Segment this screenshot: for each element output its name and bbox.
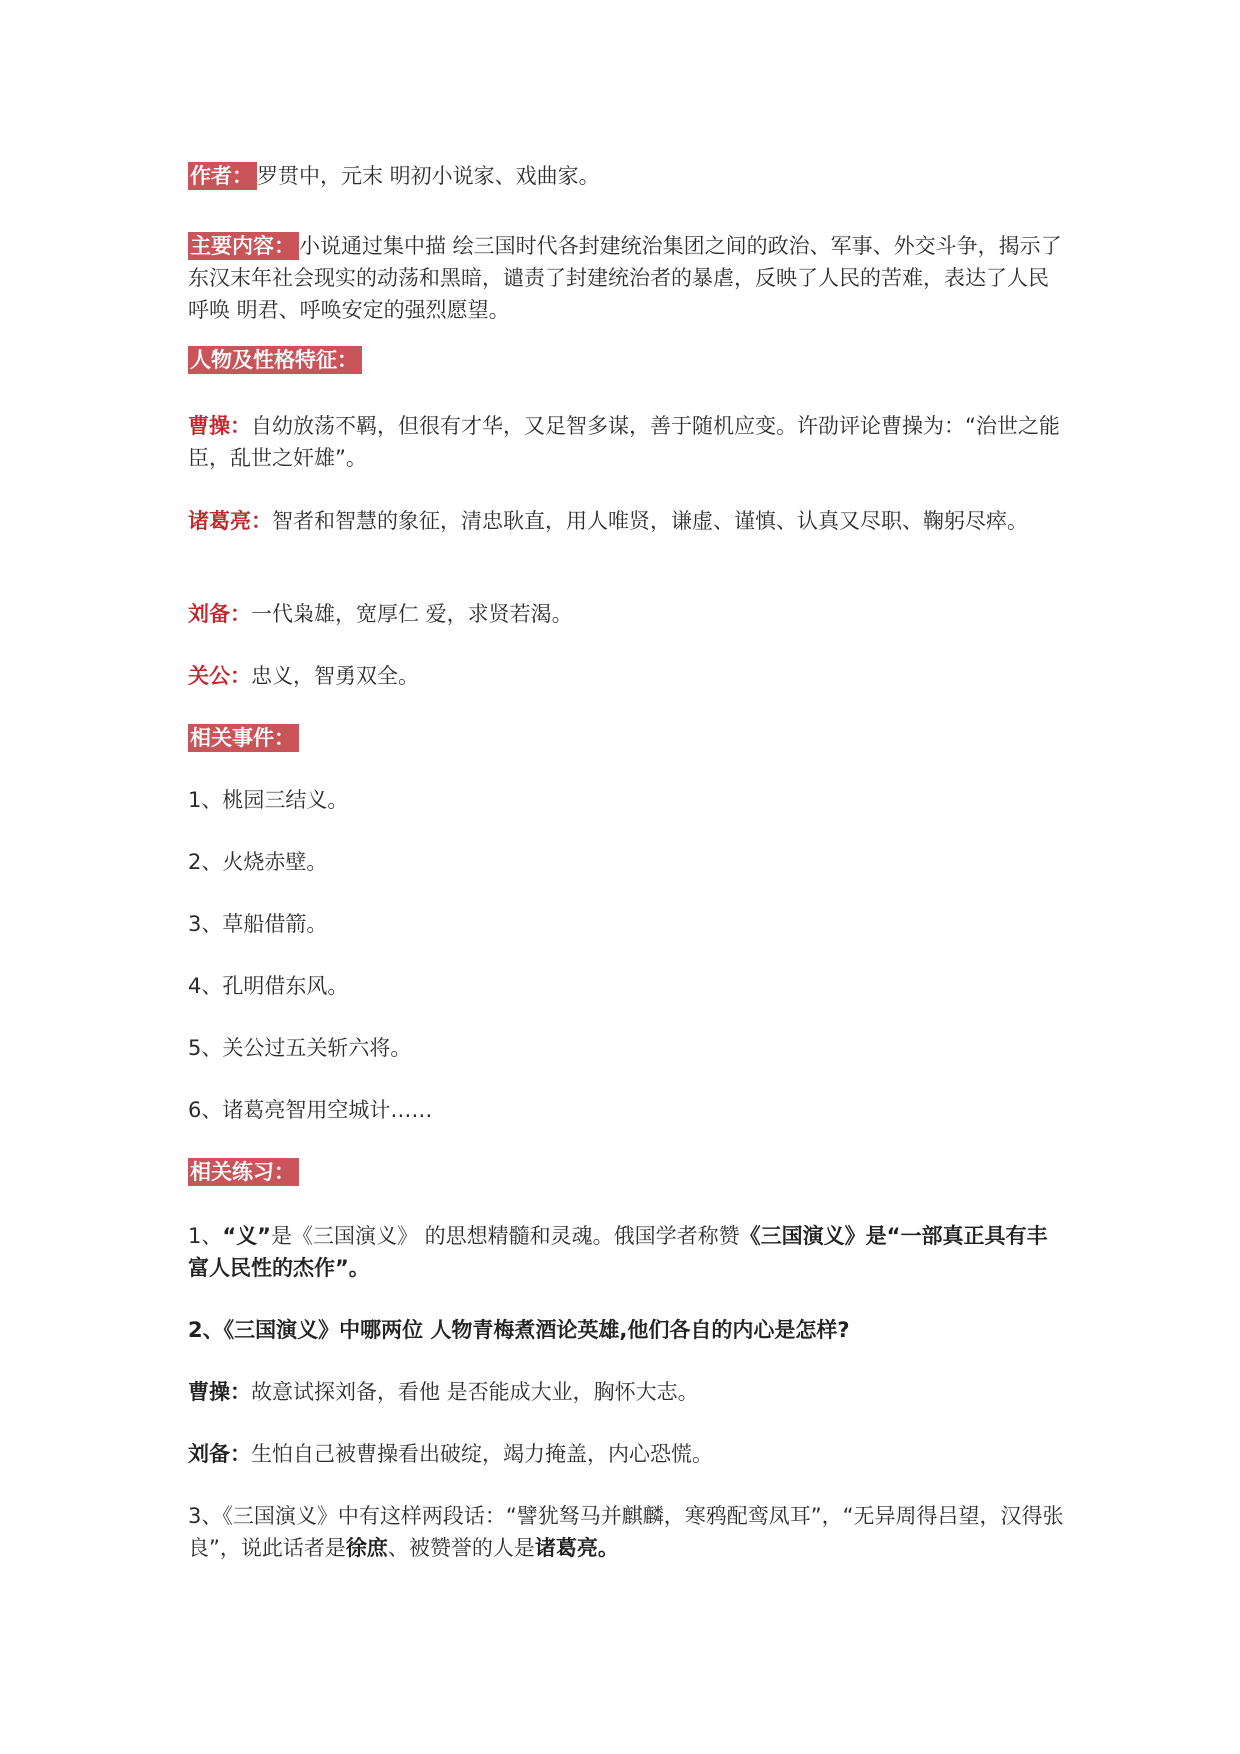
- event-item: 6、诸葛亮智用空城计……: [188, 1098, 433, 1122]
- main-content-paragraph: [188, 230, 1068, 326]
- exercises-heading: 相关练习：: [188, 1158, 299, 1186]
- main-content-text: 小说通过集中描 绘三国时代各封建统治集团之间的政治、军事、外交斗争，揭示了东汉末年社会现实的动荡和黑暗，谴责了封建统治者的暴虐，反映了人民的苦难，表达了人民呼唤 明君、呼唤安定的强烈愿望。: [188, 234, 1062, 322]
- character-name: 曹操：: [188, 414, 251, 438]
- character-name: 刘备：: [188, 602, 251, 626]
- answer-name: 曹操：: [188, 1380, 251, 1404]
- answer-desc: 生怕自己被曹操看出破绽，竭力掩盖，内心恐慌。: [251, 1442, 713, 1466]
- main-content-label: 主要内容：: [188, 232, 299, 260]
- answer-name: 刘备：: [188, 1442, 251, 1466]
- author-text: 罗贯中，元末 明初小说家、戏曲家。: [257, 164, 600, 188]
- event-item: 3、草船借箭。: [188, 912, 328, 936]
- character-caocao: [188, 410, 1068, 474]
- character-guangong: [188, 660, 1068, 692]
- author-paragraph: [188, 160, 1068, 192]
- character-desc: 智者和智慧的象征，清忠耿直，用人唯贤，谦虚、谨慎、认真又尽职、鞠躬尽瘁。: [272, 509, 1028, 533]
- answer-liubei: [188, 1438, 1068, 1470]
- exercise-q2: 2、《三国演义》中哪两位 人物青梅煮酒论英雄,他们各自的内心是怎样?: [188, 1318, 850, 1342]
- events-heading: 相关事件：: [188, 724, 299, 752]
- event-item: 2、火烧赤壁。: [188, 850, 328, 874]
- q3-mid: 、被赞誉的人是: [387, 1536, 535, 1560]
- q1-prefix: 1、: [188, 1224, 223, 1248]
- event-item: 1、桃园三结义。: [188, 788, 349, 812]
- character-zhugeliang: [188, 505, 1068, 537]
- characters-heading: 人物及性格特征：: [188, 346, 362, 374]
- q1-bold-yi: “义”: [222, 1224, 271, 1248]
- character-liubei: [188, 598, 1068, 630]
- q1-mid: 是《三国演义》 的思想精髓和灵魂。俄国学者称赞: [270, 1224, 740, 1248]
- character-desc: 忠义，智勇双全。: [251, 664, 419, 688]
- exercises-heading-paragraph: [188, 1156, 1068, 1188]
- q1-bold-quote: 《三国演义》是“一部真正具有丰富人民性的杰作”。: [188, 1224, 1048, 1280]
- characters-heading-paragraph: [188, 344, 1068, 376]
- character-desc: 一代枭雄，宽厚仁 爱，求贤若渴。: [251, 602, 573, 626]
- answer-desc: 故意试探刘备，看他 是否能成大业，胸怀大志。: [251, 1380, 699, 1404]
- exercise-q3: [188, 1500, 1068, 1564]
- q3-text: 3、《三国演义》中有这样两段话：“譬犹驽马并麒麟，寒鸦配鸾凤耳”，“无异周得吕望，汉得张良”，说此话者是: [188, 1504, 1064, 1560]
- character-name: 诸葛亮：: [188, 509, 272, 533]
- character-name: 关公：: [188, 664, 251, 688]
- events-heading-paragraph: [188, 722, 1068, 754]
- author-label: 作者：: [188, 162, 257, 190]
- event-item: 4、孔明借东风。: [188, 974, 349, 998]
- exercise-q1: [188, 1220, 1068, 1284]
- character-desc: 自幼放荡不羁，但很有才华，又足智多谋，善于随机应变。许劭评论曹操为：“治世之能臣，乱世之奸雄”。: [188, 414, 1060, 470]
- q3-bold-xushu: 徐庶: [345, 1536, 388, 1560]
- answer-caocao: [188, 1376, 1068, 1408]
- q3-bold-zhugeliang: 诸葛亮。: [534, 1536, 619, 1560]
- event-item: 5、关公过五关斩六将。: [188, 1036, 412, 1060]
